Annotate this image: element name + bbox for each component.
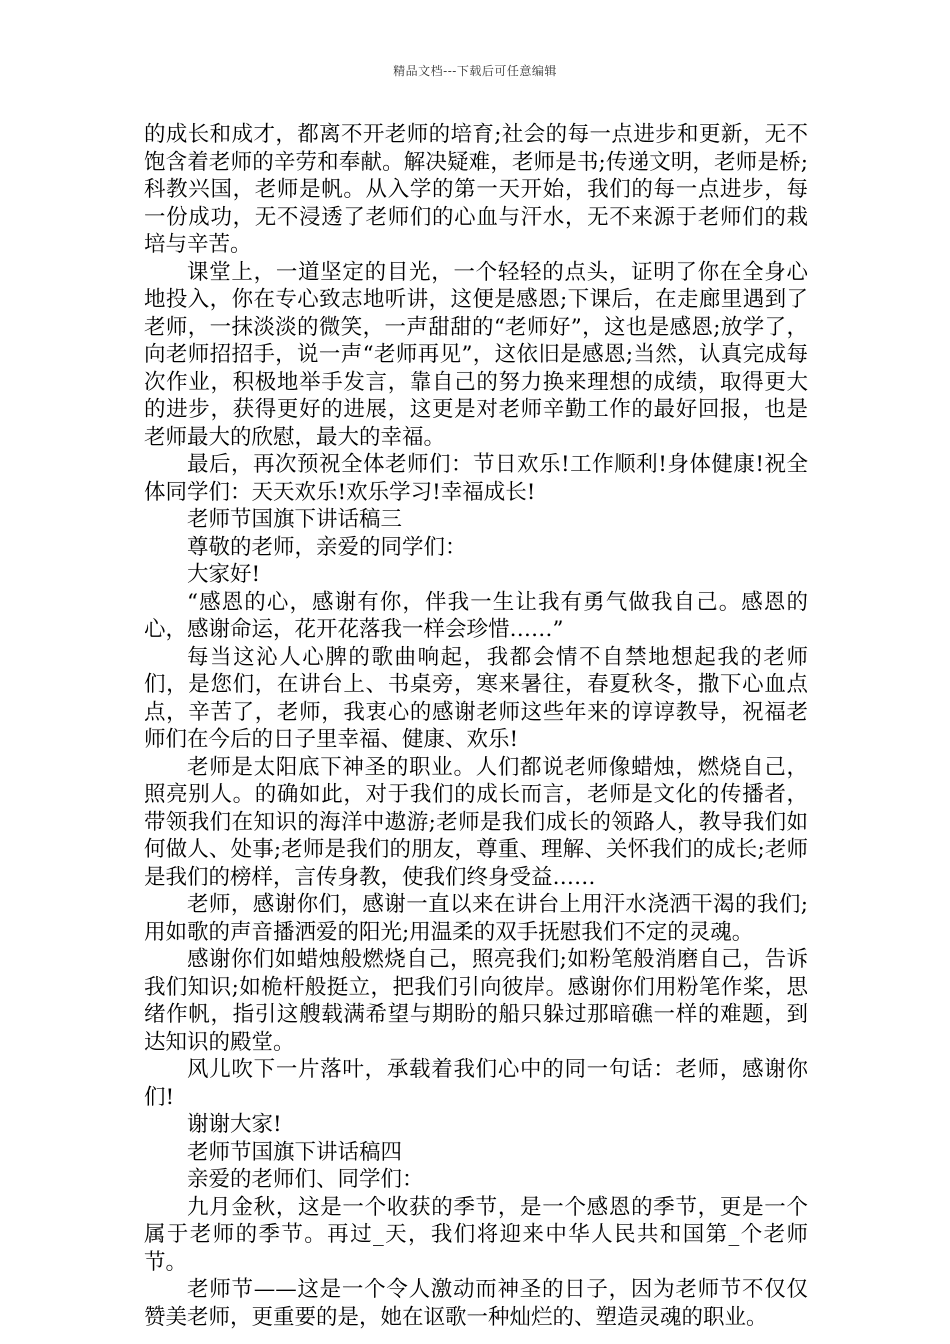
paragraph: 每当这沁人心脾的歌曲响起，我都会情不自禁地想起我的老师们，是您们，在讲台上、书桌旁，寒来暑往，春夏秋冬，撒下心血点点，辛苦了，老师，我衷心的感谢老师这些年来的谆谆教导，祝福老师们在今后的日子里幸福、健康、欢乐! — [144, 644, 808, 752]
paragraph: 老师是太阳底下神圣的职业。人们都说老师像蜡烛，燃烧自己，照亮别人。的确如此，对于我们的成长而言，老师是文化的传播者，带领我们在知识的海洋中遨游;老师是我们成长的领路人，教导我们如何做人、处事;老师是我们的朋友，尊重、理解、关怀我们的成长;老师是我们的榜样，言传身教，使我们终身受益…… — [144, 754, 808, 890]
paragraph: “感恩的心，感谢有你，伴我一生让我有勇气做我自己。感恩的心，感谢命运，花开花落我一样会珍惜……” — [144, 589, 808, 642]
section-heading: 老师节国旗下讲话稿三 — [187, 507, 403, 532]
paragraph: 老师，感谢你们，感谢一直以来在讲台上用汗水浇洒干渴的我们;用如歌的声音播洒爱的阳光;用温柔的双手抚慰我们不定的灵魂。 — [144, 892, 808, 945]
closing: 谢谢大家! — [187, 1112, 282, 1137]
page-header: 精品文档---下载后可任意编辑 — [393, 64, 557, 78]
paragraph: 最后，再次预祝全体老师们：节日欢乐!工作顺利!身体健康!祝全体同学们：天天欢乐!欢乐学习!幸福成长! — [144, 452, 808, 505]
paragraph: 九月金秋，这是一个收获的季节，是一个感恩的季节，更是一个属于老师的季节。再过_天，我们将迎来中华人民共和国第_个老师节。 — [144, 1194, 808, 1275]
paragraph: 老师节——这是一个令人激动而神圣的日子，因为老师节不仅仅赞美老师，更重要的是，她在讴歌一种灿烂的、塑造灵魂的职业。 — [144, 1277, 808, 1330]
paragraph: 的成长和成才，都离不开老师的培育;社会的每一点进步和更新，无不饱含着老师的辛劳和奉献。解决疑难，老师是书;传递文明，老师是桥;科教兴国，老师是帆。从入学的第一天开始，我们的每一点进步，每一份成功，无不浸透了老师们的心血与汗水，无不来源于老师们的栽培与辛苦。 — [144, 122, 808, 257]
greeting: 大家好! — [187, 562, 261, 587]
salutation: 亲爱的老师们、同学们： — [187, 1167, 424, 1192]
paragraph: 风儿吹下一片落叶，承载着我们心中的同一句话：老师，感谢你们! — [144, 1057, 808, 1110]
document-body — [144, 121, 808, 1331]
salutation: 尊敬的老师，亲爱的同学们： — [187, 534, 467, 560]
section-heading: 老师节国旗下讲话稿四 — [187, 1139, 403, 1165]
paragraph: 感谢你们如蜡烛般燃烧自己，照亮我们;如粉笔般消磨自己，告诉我们知识;如桅杆般挺立，把我们引向彼岸。感谢你们用粉笔作桨，思绪作帆，指引这艘载满希望与期盼的船只躲过那暗礁一样的难题，到达知识的殿堂。 — [144, 947, 808, 1055]
paragraph: 课堂上，一道坚定的目光，一个轻轻的点头，证明了你在全身心地投入，你在专心致志地听讲，这便是感恩;下课后，在走廊里遇到了老师，一抹淡淡的微笑，一声甜甜的“老师好”，这也是感恩;放学了，向老师招招手，说一声“老师再见”，这依旧是感恩;当然，认真完成每次作业，积极地举手发言，靠自己的努力换来理想的成绩，取得更大的进步，获得更好的进展，这更是对老师辛勤工作的最好回报，也是老师最大的欣慰，最大的幸福。 — [144, 259, 808, 450]
